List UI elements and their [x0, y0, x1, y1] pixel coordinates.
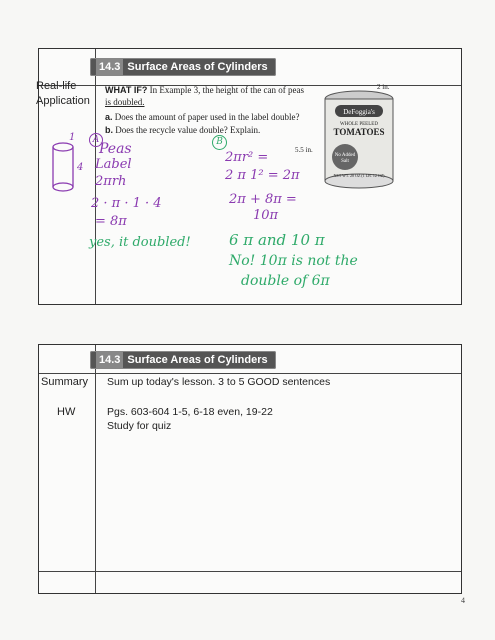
sketch-radius-label: 1	[69, 132, 76, 143]
hand-b-answer-2: double of 6π	[241, 273, 330, 289]
hw-text-1: Pgs. 603-604 1-5, 6-18 even, 19-22	[107, 406, 273, 418]
section-title: Surface Areas of Cylinders	[127, 354, 268, 366]
hand-b-sum: 2π + 8π =	[229, 192, 297, 207]
summary-text: Sum up today's lesson. 3 to 5 GOOD sentences	[107, 376, 331, 388]
what-if-text-2: is doubled.	[105, 97, 145, 107]
hand-b-total: 10π	[253, 208, 279, 223]
hand-b-answer-1: No! 10π is not the	[229, 253, 358, 269]
tomato-can-image	[309, 85, 419, 195]
can-badge-1: No Added	[334, 153, 356, 158]
hand-a-formula: 2πrh	[95, 174, 127, 189]
question-b-text: Does the recycle value double? Explain.	[115, 125, 261, 135]
question-a-text: Does the amount of paper used in the label double?	[114, 112, 300, 122]
sketch-height-label: 4	[77, 162, 84, 173]
hand-b-compare: 6 π and 10 π	[229, 231, 325, 249]
question-b-letter: b.	[105, 125, 113, 135]
side-label-real-life: Real-life	[36, 80, 77, 92]
can-dimension-top: 2 in.	[377, 83, 390, 91]
what-if-text: In Example 3, the height of the can of peas	[149, 85, 305, 95]
row-divider	[39, 373, 461, 374]
hand-a-substitution: 2 · π · 1 · 4	[91, 196, 162, 211]
hand-b-formula: 2πr² =	[225, 150, 269, 165]
slide-title-bar	[90, 351, 276, 369]
hand-b-substitution: 2 π 1² = 2π	[225, 168, 300, 183]
what-if-line	[105, 84, 304, 96]
lesson-slide-real-life	[38, 48, 462, 305]
question-b	[105, 124, 260, 136]
hand-a-result: = 8π	[95, 214, 127, 229]
bottom-divider	[39, 571, 461, 572]
section-title: Surface Areas of Cylinders	[127, 61, 268, 73]
section-number: 14.3	[96, 351, 123, 369]
page-number: 4	[461, 596, 465, 605]
question-a	[105, 111, 299, 123]
part-b-circle: B	[212, 135, 227, 150]
side-label-application: Application	[36, 95, 90, 107]
hand-a-peas: Peas	[99, 141, 132, 157]
what-if-label: WHAT IF?	[105, 85, 148, 95]
can-brand: DeFoggia's	[343, 108, 375, 116]
lesson-slide-summary	[38, 344, 462, 594]
column-divider	[95, 345, 96, 593]
slide-title-bar	[90, 58, 276, 76]
hand-a-answer: yes, it doubled!	[89, 235, 191, 250]
part-a-circle: A	[89, 133, 103, 147]
can-badge-2: Salt	[341, 159, 349, 164]
hw-label: HW	[57, 406, 76, 418]
can-product: TOMATOES	[333, 127, 385, 137]
hw-text-2: Study for quiz	[107, 420, 172, 432]
can-weight: NET WT. 28 OZ (1 LB. 12 OZ)	[333, 173, 385, 178]
summary-label: Summary	[41, 376, 89, 388]
section-number: 14.3	[96, 58, 123, 76]
can-dimension-side: 5.5 in.	[295, 146, 313, 154]
question-a-letter: a.	[105, 112, 113, 122]
hand-a-label: Label	[95, 157, 132, 172]
can-subtitle: WHOLE PEELED	[340, 122, 378, 127]
